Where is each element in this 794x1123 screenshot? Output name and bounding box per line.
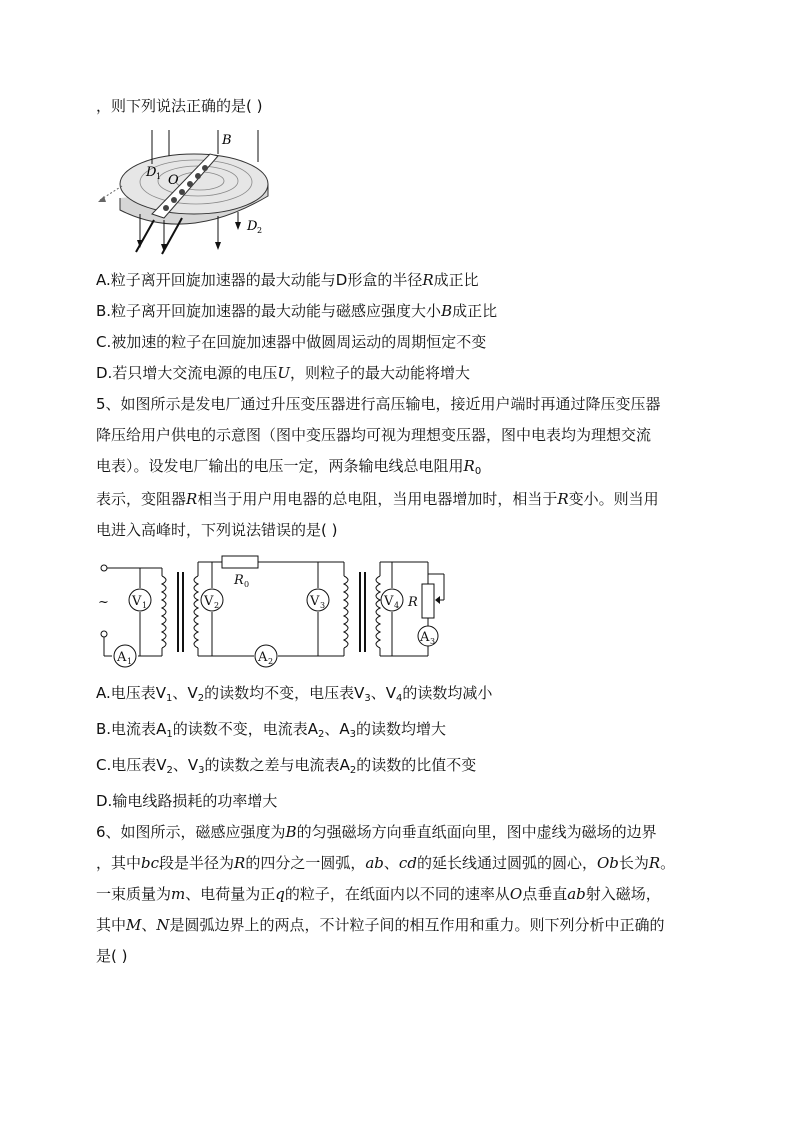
label-D1: D bbox=[146, 165, 157, 180]
meter-a1: A bbox=[117, 650, 127, 665]
label-D2-sub: 2 bbox=[257, 226, 263, 235]
cyclotron-figure bbox=[92, 126, 282, 256]
q5-line2: 降压给用户供电的示意图（图中变压器均可视为理想变压器，图中电表均为理想交流 bbox=[96, 426, 652, 444]
q5-option-d: D.输电线路损耗的功率增大 bbox=[96, 792, 278, 810]
q6-line5: 是( ) bbox=[96, 947, 128, 965]
q6-line4: 其中M、N是圆弧边界上的两点，不计粒子间的相互作用和重力。则下列分析中正确的 bbox=[96, 916, 665, 934]
q6-line1: 6、如图所示，磁感应强度为B的匀强磁场方向垂直纸面向里，图中虚线为磁场的边界 bbox=[96, 823, 657, 841]
label-r0: R bbox=[234, 573, 244, 588]
q4-option-b: B.粒子离开回旋加速器的最大动能与磁感应强度大小B成正比 bbox=[96, 302, 498, 320]
label-r0-sub: 0 bbox=[244, 580, 250, 589]
q5-option-a: A.电压表$V_1$、$V_2$的读数均不变，电压表$V_3$、$V_4$的读数均减小 bbox=[96, 684, 493, 704]
meter-a3: A bbox=[420, 630, 430, 645]
meter-a2-sub: 2 bbox=[268, 657, 274, 666]
q4-option-d: D.若只增大交流电源的电压U，则粒子的最大动能将增大 bbox=[96, 364, 470, 382]
q5-line1: 5、如图所示是发电厂通过升压变压器进行高压输电，接近用户端时再通过降压变压器 bbox=[96, 395, 661, 413]
q5-line4: 表示，变阻器R相当于用户用电器的总电阻，当用电器增加时，相当于R变小。则当用 bbox=[96, 490, 659, 508]
q6-line3: 一束质量为m、电荷量为正q的粒子，在纸面内以不同的速率从O点垂直ab射入磁场， bbox=[96, 885, 661, 903]
meter-v1: V bbox=[132, 594, 142, 609]
q5-line5: 电进入高峰时，下列说法错误的是( ) bbox=[96, 521, 338, 539]
q5-line3: 电表）。设发电厂输出的电压一定，两条输电线总电阻用$R_0$ bbox=[96, 457, 482, 477]
q4-option-c: C.被加速的粒子在回旋加速器中做圆周运动的周期恒定不变 bbox=[96, 333, 487, 351]
label-D2: D bbox=[247, 219, 258, 234]
q4-option-a: A.粒子离开回旋加速器的最大动能与D形盒的半径R成正比 bbox=[96, 271, 479, 289]
label-D1-sub: 1 bbox=[156, 172, 162, 181]
meter-v2-sub: 2 bbox=[214, 601, 220, 610]
meter-a2: A bbox=[258, 650, 268, 665]
q5-option-c: C.电压表$V_2$、$V_3$的读数之差与电流表$A_2$的读数的比值不变 bbox=[96, 756, 477, 776]
meter-v2: V bbox=[204, 594, 214, 609]
label-B: B bbox=[222, 133, 232, 148]
meter-v3-sub: 3 bbox=[320, 601, 326, 610]
meter-v4: V bbox=[384, 594, 394, 609]
label-O: O bbox=[168, 173, 179, 188]
label-r: R bbox=[408, 595, 418, 610]
ac-source-symbol: ~ bbox=[98, 595, 109, 610]
meter-v4-sub: 4 bbox=[394, 601, 400, 610]
meter-a3-sub: 3 bbox=[430, 637, 436, 646]
meter-v1-sub: 1 bbox=[142, 601, 148, 610]
meter-a1-sub: 1 bbox=[127, 657, 133, 666]
q5-option-b: B.电流表$A_1$的读数不变，电流表$A_2$、$A_3$的读数均增大 bbox=[96, 720, 447, 740]
q4-intro: ，则下列说法正确的是( ) bbox=[96, 97, 263, 115]
q6-line2: ，其中bc段是半径为R的四分之一圆弧，ab、cd的延长线通过圆弧的圆心，Ob长为R。 bbox=[96, 854, 676, 872]
meter-v3: V bbox=[310, 594, 320, 609]
transmission-circuit bbox=[94, 552, 454, 672]
